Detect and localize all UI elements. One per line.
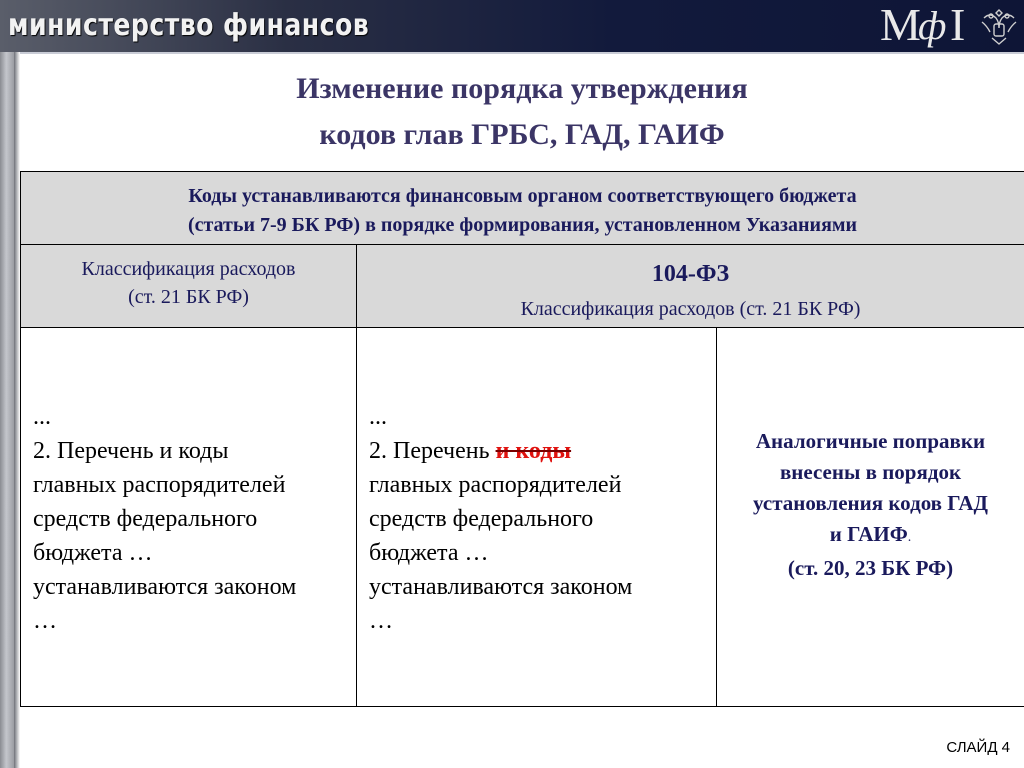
new-line: … — [369, 608, 393, 634]
note-line: Аналогичные поправки — [755, 429, 986, 453]
old-line: бюджета … — [33, 540, 153, 566]
double-headed-eagle-icon — [978, 4, 1020, 48]
comparison-table — [20, 171, 1024, 707]
old-line: 2. Перечень и коды — [33, 438, 229, 464]
table-header-text — [21, 182, 1024, 240]
left-head-line1: Классификация расходов — [81, 258, 296, 280]
table-header-row — [20, 171, 1024, 245]
law-number: 104-ФЗ — [651, 261, 730, 287]
minfin-logo — [880, 0, 976, 50]
note-line: (ст. 20, 23 БК РФ) — [787, 556, 954, 580]
struck-text: и коды — [495, 438, 572, 464]
amendments-note-cell — [716, 327, 1024, 707]
slide-number: СЛАЙД 4 — [946, 739, 1010, 756]
slide-title-line2: кодов глав ГРБС, ГАД, ГАИФ — [319, 118, 725, 151]
old-line: устанавливаются законом — [33, 574, 297, 600]
table-header-line1: Коды устанавливаются финансовым органом соответствующего бюджета — [188, 185, 857, 207]
logo-letter-l: Ӏ — [950, 0, 966, 50]
new-line — [369, 434, 632, 468]
new-line-prefix: 2. Перечень — [369, 438, 496, 464]
left-decor-bar — [0, 52, 14, 768]
note-line: внесены в порядок — [779, 460, 962, 484]
left-column-header — [20, 244, 357, 328]
header-banner — [0, 0, 1024, 54]
new-line: главных распорядителей — [369, 472, 622, 498]
old-line: главных распорядителей — [33, 472, 286, 498]
old-line: … — [33, 608, 57, 634]
logo-letter-m: М — [880, 0, 921, 50]
slide-title-line1: Изменение порядка утверждения — [296, 72, 748, 105]
ministry-title: министерство финансов — [8, 8, 370, 43]
slide-title — [20, 66, 1024, 158]
left-head-line2: (ст. 21 БК РФ) — [128, 286, 249, 308]
logo-letter-f: ф — [918, 3, 947, 48]
new-line: средств федерального — [369, 506, 594, 532]
new-line: ... — [369, 404, 387, 430]
new-line: устанавливаются законом — [369, 574, 633, 600]
note-line — [717, 519, 1024, 553]
new-line: бюджета … — [369, 540, 489, 566]
right-head-sub: Классификация расходов (ст. 21 БК РФ) — [520, 298, 861, 320]
right-column-header — [356, 244, 1024, 328]
note-line-text: и ГАИФ — [829, 522, 908, 546]
old-line: средств федерального — [33, 506, 258, 532]
new-text-cell — [356, 327, 717, 707]
old-text-cell — [20, 327, 357, 707]
note-line: установления кодов ГАД — [753, 491, 988, 515]
table-header-line2: (статьи 7-9 БК РФ) в порядке формирования, установленном Указаниями — [187, 214, 858, 236]
old-line: ... — [33, 404, 51, 430]
note-dot: . — [907, 530, 912, 545]
